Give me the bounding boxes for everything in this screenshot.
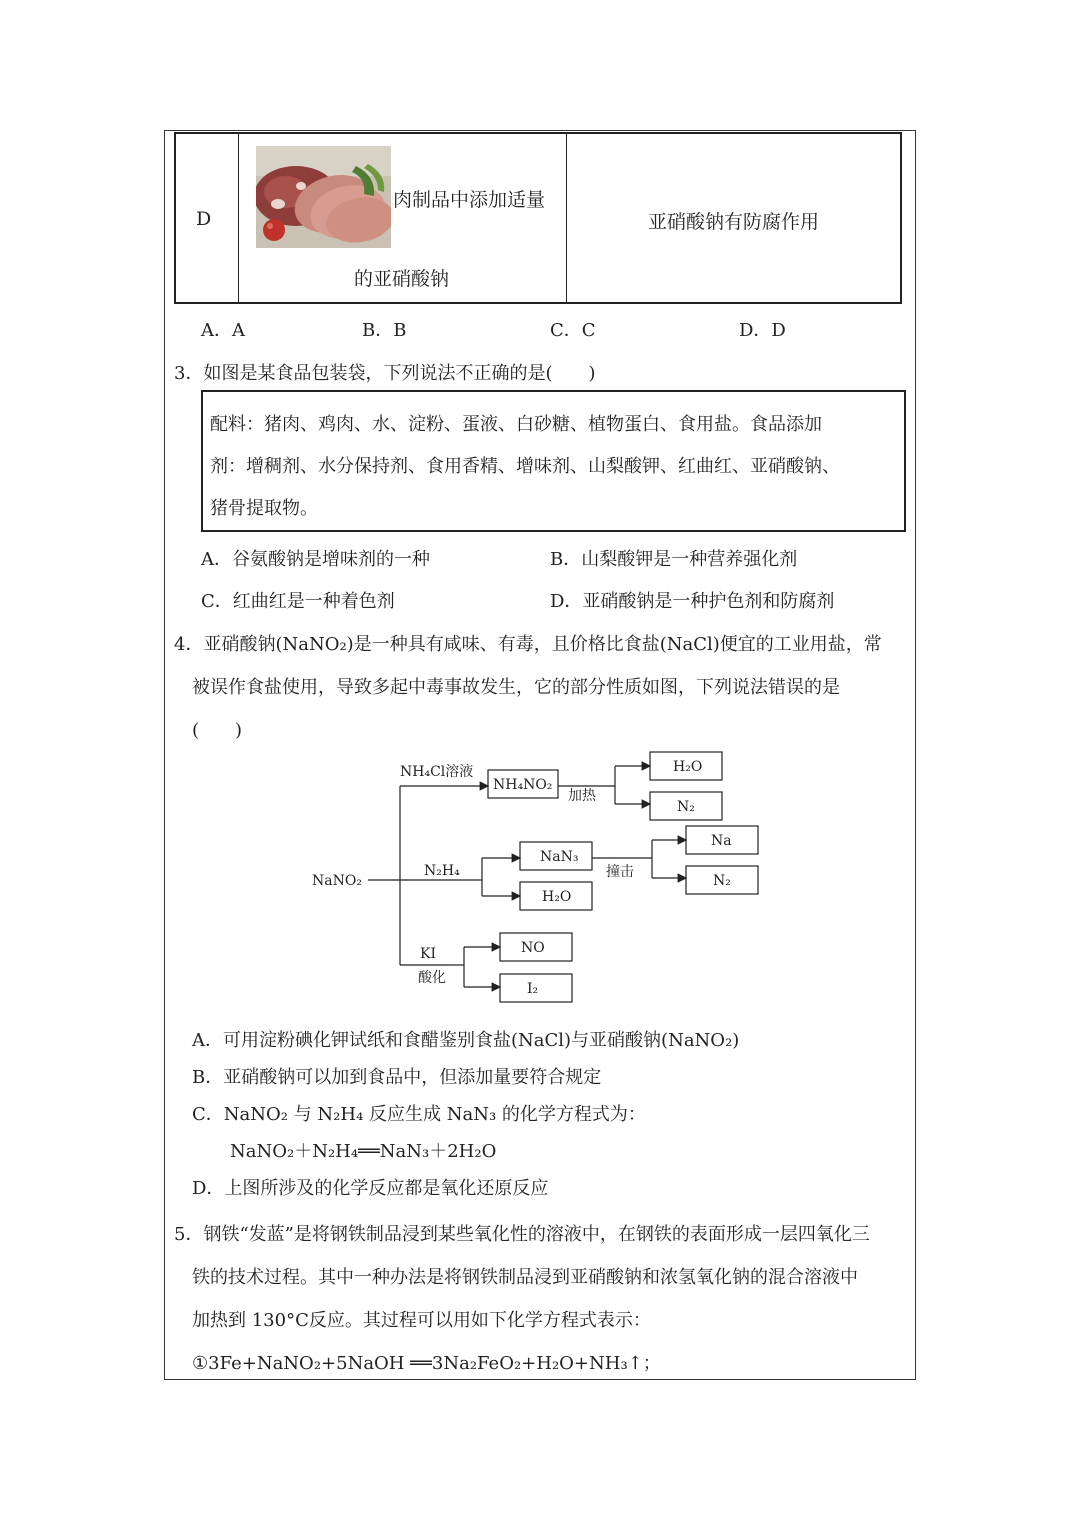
- ingredients-line: 剂：增稠剂、水分保持剂、食用香精、增味剂、山梨酸钾、红曲红、亚硝酸钠、: [210, 456, 840, 477]
- row-letter: D: [196, 208, 212, 230]
- diagram-reagent2: N₂H₄: [424, 863, 460, 879]
- q5-line3: 加热到 130°C反应。其过程可以用如下化学方程式表示：: [192, 1310, 651, 1331]
- diagram-product-h2o: H₂O: [673, 759, 703, 775]
- ingredients-line: 配料：猪肉、鸡肉、水、淀粉、蛋液、白砂糖、植物蛋白、食用盐。食品添加: [210, 414, 822, 435]
- diagram-product-na: Na: [711, 833, 732, 849]
- q3-option-a: A．谷氨酸钠是增味剂的一种: [201, 549, 430, 570]
- q3-option-d: D．亚硝酸钠是一种护色剂和防腐剂: [550, 591, 835, 612]
- q3-option-b: B．山梨酸钾是一种营养强化剂: [550, 549, 798, 570]
- q2-option-d: D．D: [739, 320, 786, 341]
- food-text-line2: 的亚硝酸钠: [354, 268, 450, 290]
- explanation-text: 亚硝酸钠有防腐作用: [648, 211, 820, 233]
- q2-option-a: A．A: [201, 320, 245, 341]
- q5-line4: ①3Fe+NaNO₂+5NaOH ══3Na₂FeO₂+H₂O+NH₃↑；: [192, 1353, 661, 1374]
- diagram-cond1: 加热: [568, 788, 596, 804]
- diagram-source: NaNO₂: [312, 873, 362, 889]
- q4-stem-line2: 被误作食盐使用，导致多起中毒事故发生，它的部分性质如图，下列说法错误的是: [192, 677, 840, 698]
- diagram-mid1: NH₄NO₂: [493, 777, 553, 793]
- diagram-product-n2b: N₂: [713, 873, 731, 889]
- table-divider: [238, 134, 239, 302]
- diagram-reagent3a: KI: [420, 946, 436, 962]
- q4-option-b: B．亚硝酸钠可以加到食品中，但添加量要符合规定: [192, 1067, 602, 1088]
- diagram-reagent3b: 酸化: [418, 970, 446, 986]
- ingredients-line: 猪骨提取物。: [210, 498, 318, 519]
- q4-stem-line1: 4．亚硝酸钠(NaNO₂)是一种具有咸味、有毒，且价格比食盐(NaCl)便宜的工业用盐，常: [174, 634, 882, 655]
- table-divider: [566, 134, 567, 302]
- diagram-product-n2: N₂: [677, 799, 695, 815]
- sliced-ham-photo-icon: [256, 146, 391, 248]
- diagram-mid2a: NaN₃: [540, 849, 579, 865]
- diagram-mid2b: H₂O: [542, 889, 572, 905]
- q4-option-c: C．NaNO₂ 与 N₂H₄ 反应生成 NaN₃ 的化学方程式为：: [192, 1104, 646, 1125]
- diagram-cond2: 撞击: [606, 864, 634, 880]
- q4-option-a: A．可用淀粉碘化钾试纸和食醋鉴别食盐(NaCl)与亚硝酸钠(NaNO₂): [192, 1030, 740, 1051]
- q3-stem: 3．如图是某食品包装袋，下列说法不正确的是( ): [174, 363, 596, 384]
- diagram-reagent1: NH₄Cl溶液: [400, 764, 474, 780]
- diagram-product-i2: I₂: [527, 981, 539, 997]
- reaction-flow-diagram: [300, 740, 780, 1010]
- q4-stem-line3: ( ): [192, 720, 243, 741]
- food-text-line1: 肉制品中添加适量: [393, 189, 546, 211]
- q5-line1: 5．钢铁“发蓝”是将钢铁制品浸到某些氧化性的溶液中，在钢铁的表面形成一层四氧化三: [174, 1224, 870, 1245]
- q4-option-d: D．上图所涉及的化学反应都是氧化还原反应: [192, 1178, 549, 1199]
- q2-option-c: C．C: [550, 320, 596, 341]
- q4-option-c-equation: NaNO₂＋N₂H₄══NaN₃＋2H₂O: [230, 1141, 497, 1162]
- diagram-product-no: NO: [521, 940, 545, 956]
- q5-line2: 铁的技术过程。其中一种办法是将钢铁制品浸到亚硝酸钠和浓氢氧化钠的混合溶液中: [192, 1267, 858, 1288]
- q3-option-c: C．红曲红是一种着色剂: [201, 591, 395, 612]
- q2-option-b: B．B: [362, 320, 407, 341]
